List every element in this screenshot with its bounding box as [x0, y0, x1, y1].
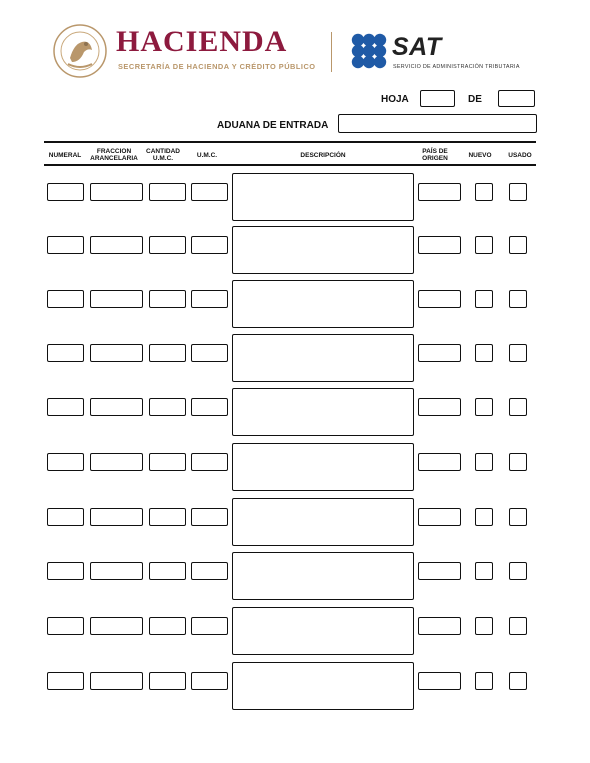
usado-checkbox[interactable]	[509, 562, 527, 580]
numeral-field[interactable]	[47, 344, 84, 362]
pais-origen-field[interactable]	[418, 453, 461, 471]
nuevo-checkbox[interactable]	[475, 398, 493, 416]
numeral-field[interactable]	[47, 183, 84, 201]
descripcion-field[interactable]	[232, 552, 414, 600]
nuevo-checkbox[interactable]	[475, 617, 493, 635]
pais-origen-field[interactable]	[418, 562, 461, 580]
col-descripcion: DESCRIPCIÓN	[300, 152, 346, 159]
col-nuevo: NUEVO	[468, 152, 492, 159]
umc-field[interactable]	[191, 183, 228, 201]
usado-checkbox[interactable]	[509, 236, 527, 254]
umc-field[interactable]	[191, 344, 228, 362]
usado-checkbox[interactable]	[509, 672, 527, 690]
fraccion-field[interactable]	[90, 508, 143, 526]
numeral-field[interactable]	[47, 453, 84, 471]
descripcion-field[interactable]	[232, 607, 414, 655]
pais-origen-field[interactable]	[418, 508, 461, 526]
pais-origen-field[interactable]	[418, 672, 461, 690]
cantidad-field[interactable]	[149, 183, 186, 201]
umc-field[interactable]	[191, 617, 228, 635]
cantidad-field[interactable]	[149, 344, 186, 362]
descripcion-field[interactable]	[232, 280, 414, 328]
usado-checkbox[interactable]	[509, 290, 527, 308]
cantidad-field[interactable]	[149, 508, 186, 526]
pais-origen-field[interactable]	[418, 290, 461, 308]
descripcion-field[interactable]	[232, 498, 414, 546]
hacienda-logo-subtitle: SECRETARÍA DE HACIENDA Y CRÉDITO PÚBLICO	[118, 62, 316, 71]
umc-field[interactable]	[191, 398, 228, 416]
fraccion-field[interactable]	[90, 344, 143, 362]
nuevo-checkbox[interactable]	[475, 344, 493, 362]
usado-checkbox[interactable]	[509, 453, 527, 471]
nuevo-checkbox[interactable]	[475, 290, 493, 308]
col-pais-origen: PAÍS DE ORIGEN	[422, 148, 448, 163]
col-usado: USADO	[508, 152, 532, 159]
pais-origen-field[interactable]	[418, 398, 461, 416]
fraccion-field[interactable]	[90, 183, 143, 201]
descripcion-field[interactable]	[232, 334, 414, 382]
descripcion-field[interactable]	[232, 388, 414, 436]
pais-origen-field[interactable]	[418, 344, 461, 362]
col-umc: U.M.C.	[196, 152, 218, 159]
descripcion-field[interactable]	[232, 662, 414, 710]
umc-field[interactable]	[191, 453, 228, 471]
usado-checkbox[interactable]	[509, 344, 527, 362]
hacienda-logo-title: HACIENDA	[116, 25, 288, 58]
pais-origen-field[interactable]	[418, 183, 461, 201]
cantidad-field[interactable]	[149, 617, 186, 635]
nuevo-checkbox[interactable]	[475, 508, 493, 526]
col-numeral: NUMERAL	[48, 152, 82, 159]
umc-field[interactable]	[191, 562, 228, 580]
umc-field[interactable]	[191, 290, 228, 308]
numeral-field[interactable]	[47, 508, 84, 526]
nuevo-checkbox[interactable]	[475, 183, 493, 201]
umc-field[interactable]	[191, 508, 228, 526]
cantidad-field[interactable]	[149, 562, 186, 580]
fraccion-field[interactable]	[90, 236, 143, 254]
col-cantidad-umc: CANTIDAD U.M.C.	[146, 148, 180, 163]
fraccion-field[interactable]	[90, 453, 143, 471]
fraccion-field[interactable]	[90, 290, 143, 308]
fraccion-field[interactable]	[90, 617, 143, 635]
numeral-field[interactable]	[47, 290, 84, 308]
fraccion-field[interactable]	[90, 672, 143, 690]
usado-checkbox[interactable]	[509, 398, 527, 416]
umc-field[interactable]	[191, 236, 228, 254]
sat-logo-title: SAT	[392, 33, 442, 61]
numeral-field[interactable]	[47, 617, 84, 635]
usado-checkbox[interactable]	[509, 183, 527, 201]
descripcion-field[interactable]	[232, 173, 414, 221]
cantidad-field[interactable]	[149, 290, 186, 308]
numeral-field[interactable]	[47, 236, 84, 254]
aduana-label: ADUANA DE ENTRADA	[217, 120, 329, 131]
numeral-field[interactable]	[47, 562, 84, 580]
hoja-label: HOJA	[381, 94, 409, 105]
descripcion-field[interactable]	[232, 226, 414, 274]
descripcion-field[interactable]	[232, 443, 414, 491]
umc-field[interactable]	[191, 672, 228, 690]
pais-origen-field[interactable]	[418, 236, 461, 254]
cantidad-field[interactable]	[149, 672, 186, 690]
fraccion-field[interactable]	[90, 398, 143, 416]
usado-checkbox[interactable]	[509, 617, 527, 635]
numeral-field[interactable]	[47, 672, 84, 690]
nuevo-checkbox[interactable]	[475, 236, 493, 254]
col-fraccion-arancelaria: FRACCION ARANCELARIA	[90, 148, 138, 163]
fraccion-field[interactable]	[90, 562, 143, 580]
nuevo-checkbox[interactable]	[475, 562, 493, 580]
cantidad-field[interactable]	[149, 236, 186, 254]
sat-logo-subtitle: SERVICIO DE ADMINISTRACIÓN TRIBUTARIA	[393, 64, 520, 70]
nuevo-checkbox[interactable]	[475, 453, 493, 471]
cantidad-field[interactable]	[149, 398, 186, 416]
nuevo-checkbox[interactable]	[475, 672, 493, 690]
cantidad-field[interactable]	[149, 453, 186, 471]
de-label: DE	[468, 94, 482, 105]
usado-checkbox[interactable]	[509, 508, 527, 526]
numeral-field[interactable]	[47, 398, 84, 416]
pais-origen-field[interactable]	[418, 617, 461, 635]
